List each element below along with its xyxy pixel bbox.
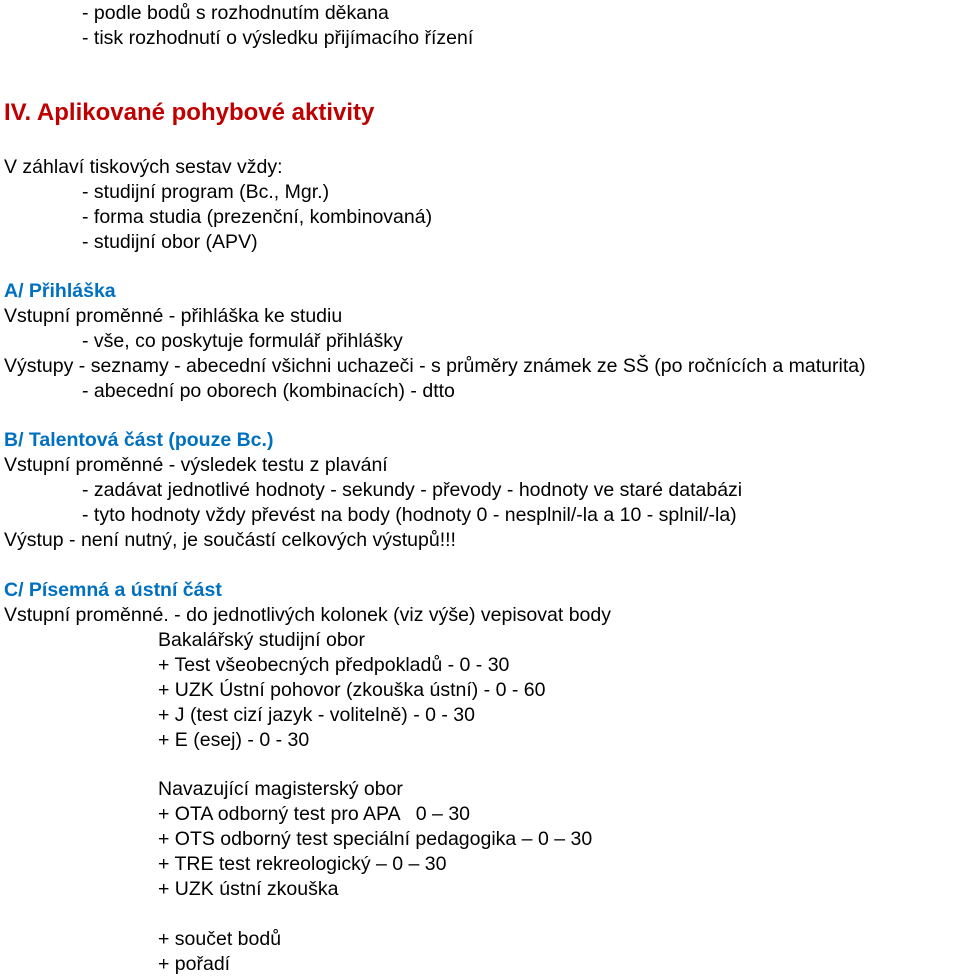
part-a-output-detail: - abecední po oborech (kombinacích) - dtto [82, 380, 455, 402]
part-a-input-detail: - vše, co poskytuje formulář přihlášky [82, 330, 403, 352]
bachelor-item-language: + J (test cizí jazyk - volitelně) - 0 - 30 [158, 704, 475, 726]
total-rank: + pořadí [158, 953, 231, 975]
part-a-input: Vstupní proměnné - přihláška ke studiu [4, 305, 343, 327]
header-intro: V záhlaví tiskových sestav vždy: [4, 156, 283, 178]
header-item-form: - forma studia (prezenční, kombinovaná) [82, 206, 433, 228]
bachelor-item-uzk: + UZK Ústní pohovor (zkouška ústní) - 0 - 60 [158, 679, 546, 701]
header-item-field: - studijní obor (APV) [82, 231, 258, 253]
part-b-output: Výstup - není nutný, je součástí celkových výstupů!!! [4, 529, 456, 551]
bachelor-item-tsp: + Test všeobecných předpokladů - 0 - 30 [158, 654, 510, 676]
part-c-heading: C/ Písemná a ústní část [4, 579, 222, 601]
total-points: + součet bodů [158, 928, 282, 950]
bachelor-item-essay: + E (esej) - 0 - 30 [158, 729, 310, 751]
master-item-ots: + OTS odborný test speciální pedagogika – 0 – 30 [158, 828, 593, 850]
intro-line-1: - podle bodů s rozhodnutím děkana [82, 2, 389, 24]
part-a-output: Výstupy - seznamy - abecední všichni uchazeči - s průměry známek ze SŠ (po ročnících a maturita) [4, 355, 866, 377]
master-item-ota: + OTA odborný test pro APA 0 – 30 [158, 803, 471, 825]
master-heading: Navazující magisterský obor [158, 778, 403, 800]
section-iv-heading: IV. Aplikované pohybové aktivity [4, 99, 375, 126]
intro-line-2: - tisk rozhodnutí o výsledku přijímacího řízení [82, 27, 474, 49]
part-a-heading: A/ Přihláška [4, 280, 116, 302]
part-c-input: Vstupní proměnné. - do jednotlivých kolonek (viz výše) vepisovat body [4, 604, 611, 626]
part-b-detail-1: - zadávat jednotlivé hodnoty - sekundy - převody - hodnoty ve staré databázi [82, 479, 743, 501]
part-b-heading: B/ Talentová část (pouze Bc.) [4, 429, 274, 451]
bachelor-heading: Bakalářský studijní obor [158, 629, 366, 651]
master-item-uzk: + UZK ústní zkouška [158, 878, 339, 900]
part-b-input: Vstupní proměnné - výsledek testu z plavání [4, 454, 388, 476]
part-b-detail-2: - tyto hodnoty vždy převést na body (hodnoty 0 - nesplnil/-la a 10 - splnil/-la) [82, 504, 737, 526]
master-item-tre: + TRE test rekreologický – 0 – 30 [158, 853, 447, 875]
header-item-program: - studijní program (Bc., Mgr.) [82, 181, 330, 203]
